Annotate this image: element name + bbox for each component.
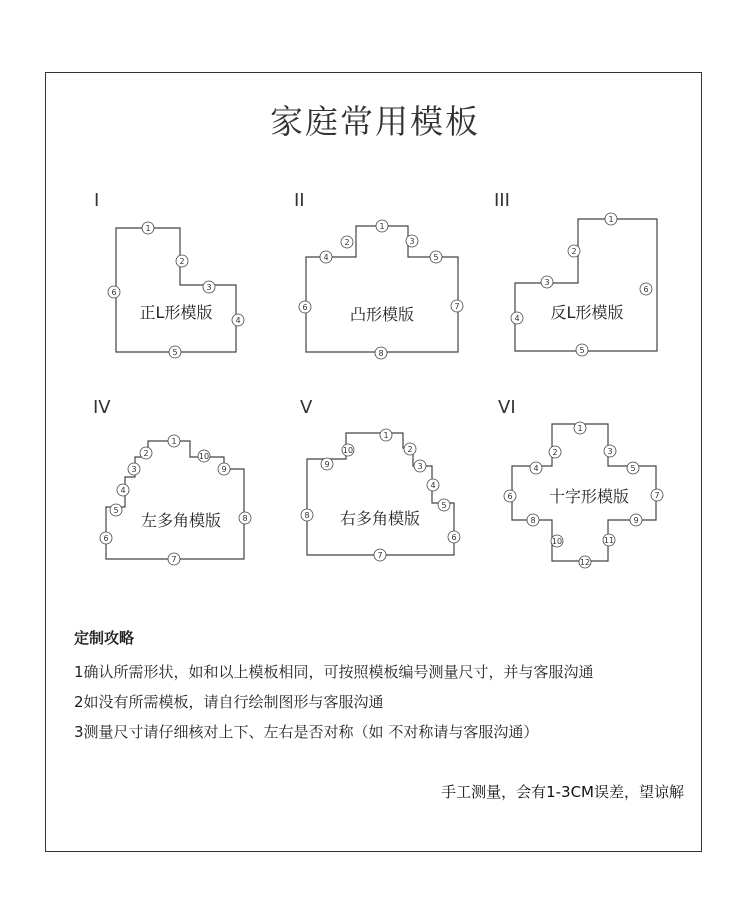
svg-text:5: 5 <box>579 346 585 355</box>
svg-text:1: 1 <box>383 431 389 440</box>
template-3-marker-4 <box>511 312 523 324</box>
template-6-marker-1 <box>574 422 586 434</box>
svg-text:4: 4 <box>533 464 539 473</box>
template-1-marker-5 <box>169 346 181 358</box>
guide-line-1: 1确认所需形状，如和以上模板相同，可按照模板编号测量尺寸，并与客服沟通 <box>74 663 594 681</box>
template-2-marker-8 <box>375 347 387 359</box>
svg-text:4: 4 <box>430 481 436 490</box>
template-4-marker-9 <box>218 463 230 475</box>
svg-text:2: 2 <box>571 247 577 256</box>
svg-text:8: 8 <box>378 349 384 358</box>
template-2-marker-5 <box>430 251 442 263</box>
svg-text:5: 5 <box>441 501 447 510</box>
measurement-note: 手工测量，会有1-3CM误差，望谅解 <box>441 783 684 801</box>
template-5-marker-3 <box>414 460 426 472</box>
template-5-marker-7 <box>374 549 386 561</box>
template-5-marker-8 <box>301 509 313 521</box>
template-6-marker-9 <box>630 514 642 526</box>
template-6-marker-5 <box>627 462 639 474</box>
template-2-marker-1 <box>376 220 388 232</box>
template-1-outline <box>116 228 236 352</box>
svg-text:7: 7 <box>171 555 177 564</box>
template-4-marker-10 <box>198 450 210 462</box>
template-4-label: 左多角模版 <box>140 511 222 530</box>
svg-text:6: 6 <box>643 285 649 294</box>
svg-text:5: 5 <box>433 253 439 262</box>
template-5-label: 右多角模版 <box>339 509 421 528</box>
svg-text:3: 3 <box>206 283 212 292</box>
template-2-label: 凸形模版 <box>349 305 415 324</box>
svg-text:9: 9 <box>324 460 330 469</box>
template-5-marker-2 <box>404 443 416 455</box>
template-4-marker-2 <box>140 447 152 459</box>
template-5-marker-6 <box>448 531 460 543</box>
svg-text:10: 10 <box>198 452 210 461</box>
svg-text:7: 7 <box>654 491 660 500</box>
svg-text:2: 2 <box>143 449 149 458</box>
svg-text:1: 1 <box>379 222 385 231</box>
svg-text:12: 12 <box>579 558 591 567</box>
svg-text:2: 2 <box>344 238 350 247</box>
template-3-marker-5 <box>576 344 588 356</box>
template-1-marker-1 <box>142 222 154 234</box>
template-4-marker-8 <box>239 512 251 524</box>
guide-title: 定制攻略 <box>74 629 135 647</box>
template-2-marker-3 <box>406 235 418 247</box>
template-2-marker-4 <box>320 251 332 263</box>
template-1-marker-3 <box>203 281 215 293</box>
svg-text:1: 1 <box>145 224 151 233</box>
svg-text:3: 3 <box>417 462 423 471</box>
template-6-marker-3 <box>604 445 616 457</box>
template-6-marker-10 <box>551 535 563 547</box>
svg-text:1: 1 <box>577 424 583 433</box>
svg-text:11: 11 <box>603 536 615 545</box>
svg-text:3: 3 <box>544 278 550 287</box>
guide-line-2: 2如没有所需模板，请自行绘制图形与客服沟通 <box>74 693 384 711</box>
template-3-marker-3 <box>541 276 553 288</box>
template-3-marker-6 <box>640 283 652 295</box>
svg-text:4: 4 <box>514 314 520 323</box>
template-1-marker-2 <box>176 255 188 267</box>
svg-text:5: 5 <box>630 464 636 473</box>
template-5-marker-1 <box>380 429 392 441</box>
guide-line-3: 3测量尺寸请仔细核对上下、左右是否对称（如 不对称请与客服沟通） <box>74 723 539 741</box>
template-4-numeral: IV <box>93 397 111 418</box>
template-1-marker-6 <box>108 286 120 298</box>
template-5-marker-9 <box>321 458 333 470</box>
svg-text:1: 1 <box>171 437 177 446</box>
svg-text:4: 4 <box>235 316 241 325</box>
svg-text:3: 3 <box>607 447 613 456</box>
svg-text:6: 6 <box>507 492 513 501</box>
template-5-marker-4 <box>427 479 439 491</box>
template-1-marker-4 <box>232 314 244 326</box>
template-4-outline <box>106 441 244 559</box>
svg-text:8: 8 <box>242 514 248 523</box>
svg-text:4: 4 <box>120 486 126 495</box>
template-6-marker-4 <box>530 462 542 474</box>
template-5-outline <box>307 433 457 555</box>
template-4-marker-7 <box>168 553 180 565</box>
template-3-outline <box>515 219 657 351</box>
template-4-marker-4 <box>117 484 129 496</box>
svg-text:8: 8 <box>304 511 310 520</box>
svg-text:6: 6 <box>103 534 109 543</box>
svg-text:6: 6 <box>302 303 308 312</box>
svg-text:6: 6 <box>451 533 457 542</box>
svg-text:5: 5 <box>113 506 119 515</box>
svg-text:2: 2 <box>179 257 185 266</box>
template-2-outline <box>306 226 458 352</box>
template-4-marker-1 <box>168 435 180 447</box>
template-6-marker-7 <box>651 489 663 501</box>
template-6-numeral: VI <box>498 397 516 418</box>
template-4-marker-6 <box>100 532 112 544</box>
svg-text:3: 3 <box>409 237 415 246</box>
svg-text:2: 2 <box>552 448 558 457</box>
template-2-numeral: II <box>294 190 305 211</box>
template-4-marker-3 <box>128 463 140 475</box>
template-6-marker-11 <box>603 534 615 546</box>
template-5-numeral: V <box>300 397 313 418</box>
template-1-label: 正L形模版 <box>139 303 213 322</box>
svg-text:6: 6 <box>111 288 117 297</box>
template-6-marker-12 <box>579 556 591 568</box>
template-3-marker-1 <box>605 213 617 225</box>
template-3-marker-2 <box>568 245 580 257</box>
template-6-marker-8 <box>527 514 539 526</box>
template-1-numeral: I <box>94 190 100 211</box>
svg-text:8: 8 <box>530 516 536 525</box>
svg-text:3: 3 <box>131 465 137 474</box>
svg-text:10: 10 <box>342 446 354 455</box>
template-5-marker-10 <box>342 444 354 456</box>
svg-text:9: 9 <box>633 516 639 525</box>
svg-text:10: 10 <box>551 537 563 546</box>
template-5-marker-5 <box>438 499 450 511</box>
svg-text:5: 5 <box>172 348 178 357</box>
template-2-marker-7 <box>451 300 463 312</box>
page-title: 家庭常用模板 <box>270 102 480 141</box>
svg-text:9: 9 <box>221 465 227 474</box>
template-4-marker-5 <box>110 504 122 516</box>
svg-text:7: 7 <box>454 302 460 311</box>
svg-text:4: 4 <box>323 253 329 262</box>
template-2-marker-6 <box>299 301 311 313</box>
svg-text:2: 2 <box>407 445 413 454</box>
template-6-marker-2 <box>549 446 561 458</box>
svg-text:7: 7 <box>377 551 383 560</box>
template-6-label: 十字形模版 <box>548 487 630 506</box>
template-2-marker-2 <box>341 236 353 248</box>
svg-text:1: 1 <box>608 215 614 224</box>
template-6-marker-6 <box>504 490 516 502</box>
template-3-label: 反L形模版 <box>550 303 624 322</box>
template-3-numeral: III <box>494 190 510 211</box>
